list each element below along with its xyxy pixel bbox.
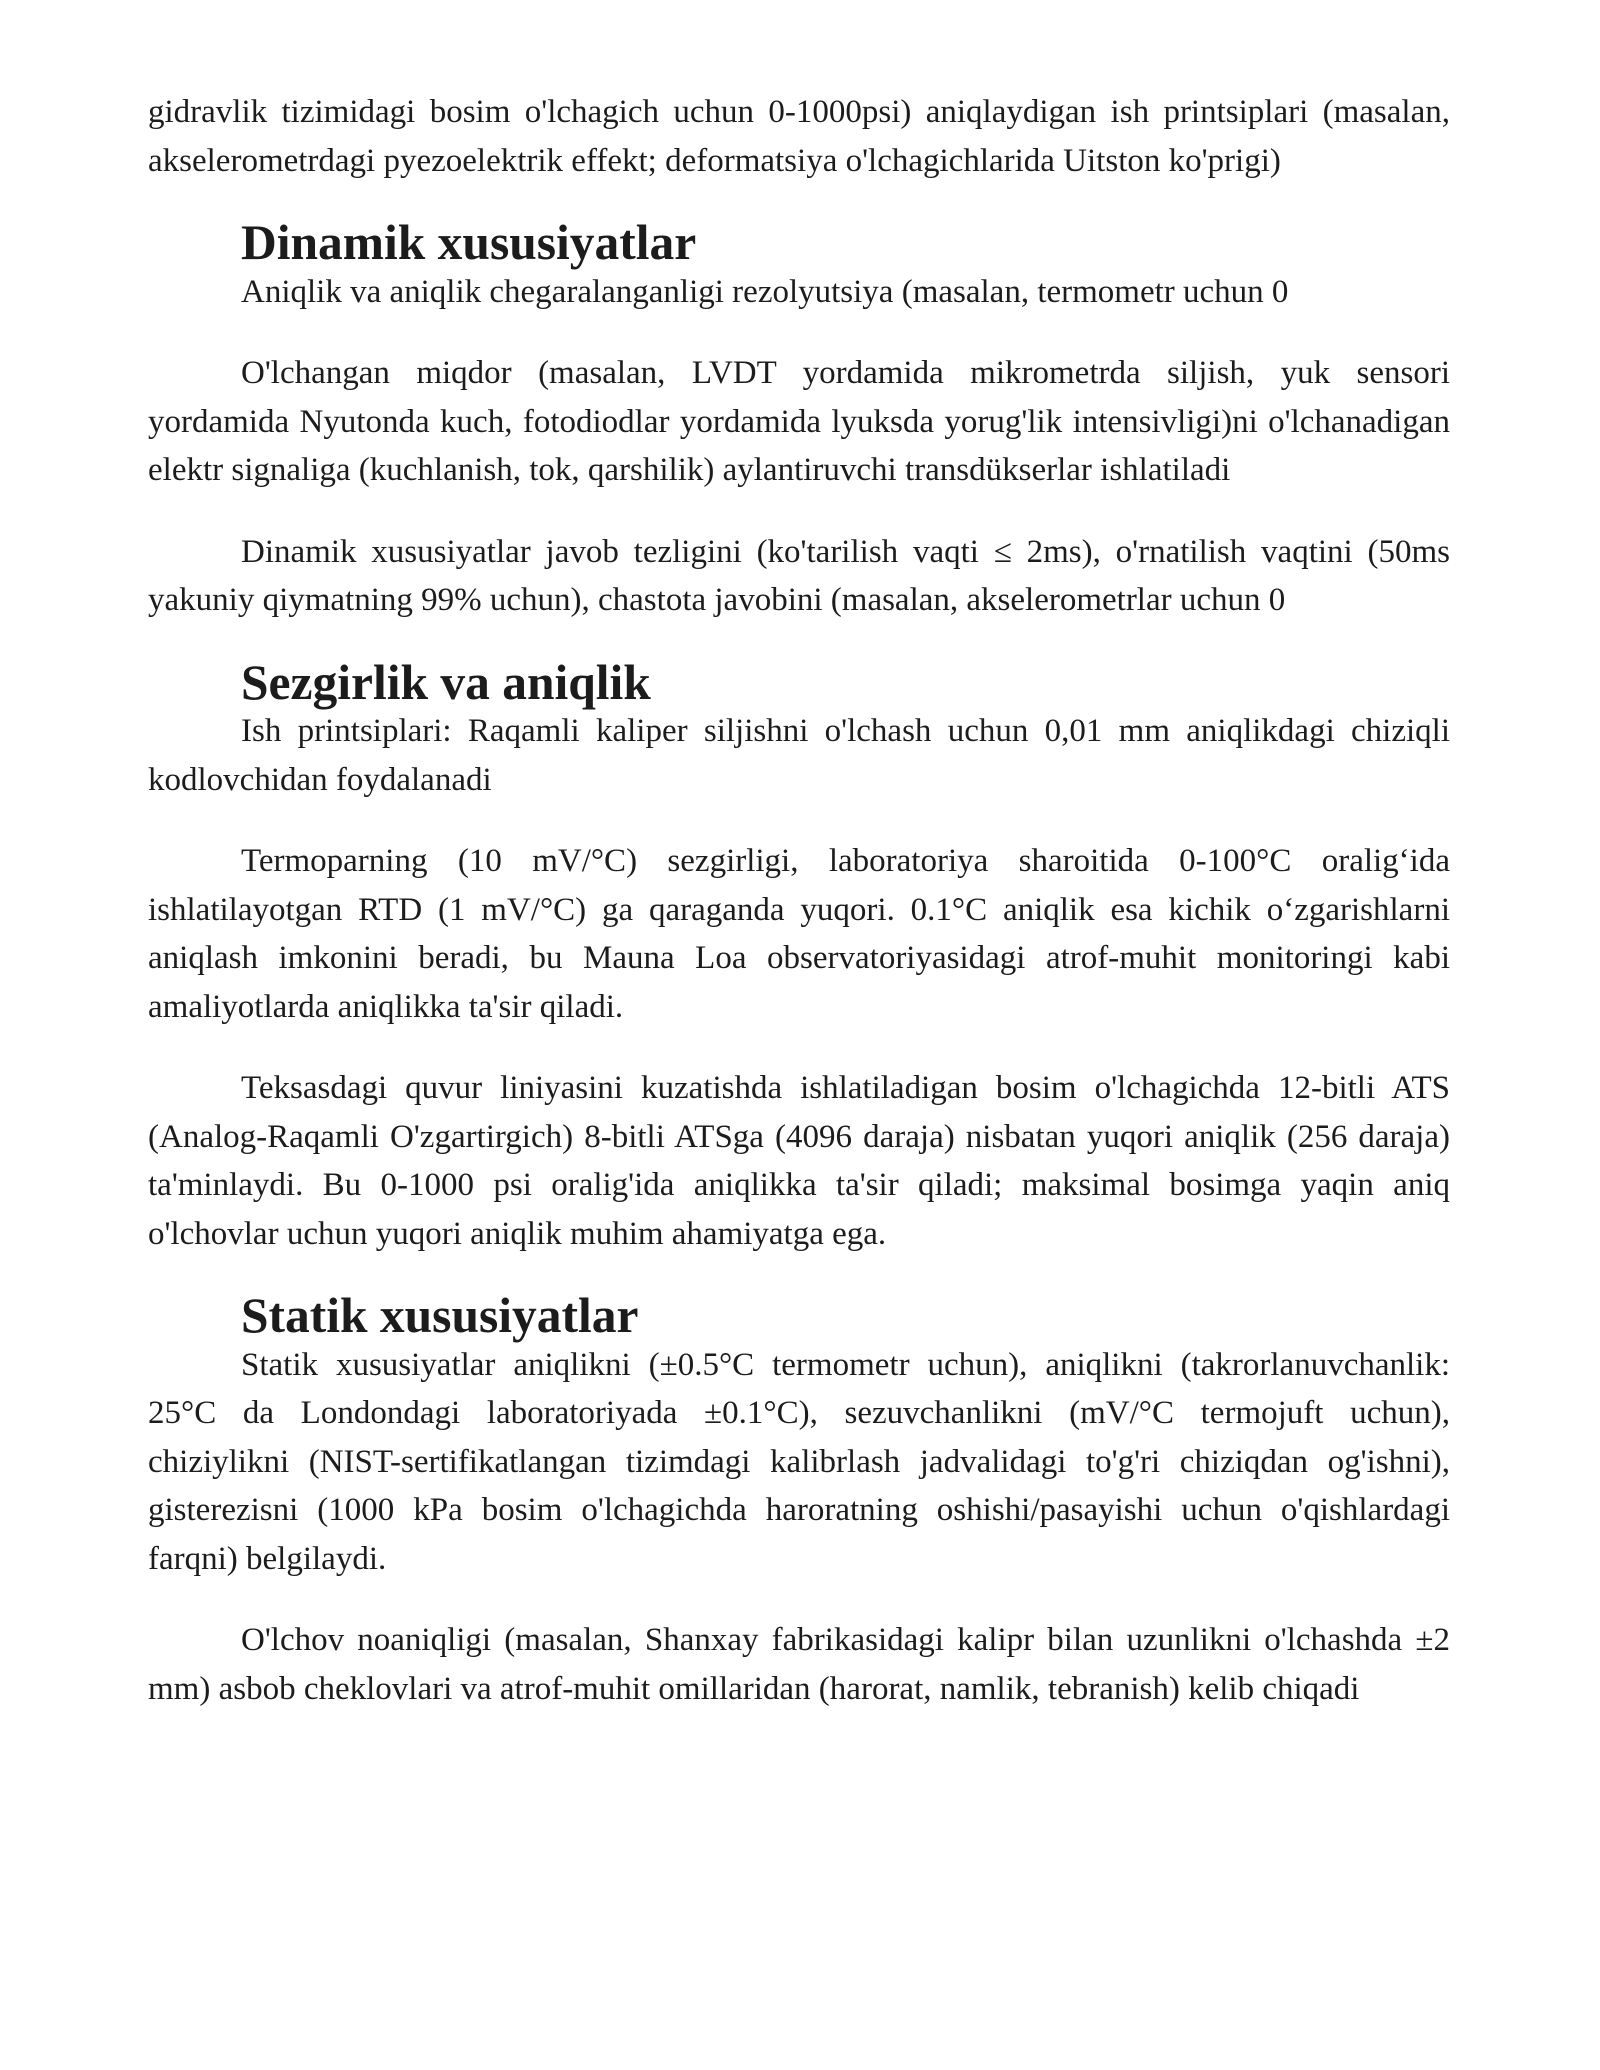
- heading-statik-xususiyatlar: Statik xususiyatlar: [241, 1288, 639, 1343]
- paragraph-dinamik-javob: Dinamik xususiyatlar javob tezligini (ko'tarilish vaqti ≤ 2ms), o'rnatilish vaqtini (50ms yakuniy qiymatning 99% uchun), chastota javobini (masalan, akselerometrlar uchun 0: [148, 533, 1450, 618]
- paragraph-raqamli-kaliper: Ish printsiplari: Raqamli kaliper siljishni o'lchash uchun 0,01 mm aniqlikdagi chiziqli kodlovchidan foydalanadi: [148, 713, 1450, 798]
- paragraph-termopara-sezgirligi: Termoparning (10 mV/°C) sezgirligi, laboratoriya sharoitida 0-100°C oralig‘ida ishlatilayotgan RTD (1 mV/°C) ga qaraganda yuqori. 0.1°C aniqlik esa kichik o‘zgarishlarni aniqlash imkonini beradi, bu Mauna Loa observatoriyasidagi atrof-muhit monitoringi kabi amaliyotlarda aniqlikka ta'sir qiladi.: [148, 843, 1450, 1025]
- heading-dinamik-xususiyatlar: Dinamik xususiyatlar: [241, 215, 697, 270]
- paragraph-olchov-noaniqligi: O'lchov noaniqligi (masalan, Shanxay fabrikasidagi kalipr bilan uzunlikni o'lchashda ±2 mm) asbob cheklovlari va atrof-muhit omillaridan (harorat, namlik, tebranish) kelib chiqadi: [148, 1622, 1450, 1707]
- paragraph-intro: gidravlik tizimidagi bosim o'lchagich uchun 0-1000psi) aniqlaydigan ish printsiplari (masalan, akselerometrdagi pyezoelektrik effekt; deformatsiya o'lchagichlarida Uitston ko'prigi): [148, 94, 1450, 179]
- document-body: [148, 88, 1450, 1713]
- heading-sezgirlik-va-aniqlik: Sezgirlik va aniqlik: [241, 654, 651, 710]
- paragraph-ats-aniqligi: Teksasdagi quvur liniyasini kuzatishda ishlatiladigan bosim o'lchagichda 12-bitli ATS (Analog-Raqamli O'zgartirgich) 8-bitli ATSga (4096 daraja) nisbatan yuqori aniqlik (256 daraja) ta'minlaydi. Bu 0-1000 psi oralig'ida aniqlikka ta'sir qiladi; maksimal bosimga yaqin aniq o'lchovlar uchun yuqori aniqlik muhim ahamiyatga ega.: [148, 1070, 1450, 1252]
- paragraph-statik-xususiyatlar: Statik xususiyatlar aniqlikni (±0.5°C termometr uchun), aniqlikni (takrorlanuvchanlik: 25°C da Londondagi laboratoriyada ±0.1°C), sezuvchanlikni (mV/°C termojuft uchun), chiziylikni (NIST-sertifikatlangan tizimdagi kalibrlash jadvalidagi to'g'ri chiziqdan og'ishni), gisterezisni (1000 kPa bosim o'lchagichda haroratning oshishi/pasayishi uchun o'qishlardagi farqni) belgilaydi.: [148, 1346, 1450, 1577]
- paragraph-transduserlar: O'lchangan miqdor (masalan, LVDT yordamida mikrometrda siljish, yuk sensori yordamida Nyutonda kuch, fotodiodlar yordamida lyuksda yorug'lik intensivligi)ni o'lchanadigan elektr signaliga (kuchlanish, tok, qarshilik) aylantiruvchi transdükserlar ishlatiladi: [148, 355, 1450, 488]
- paragraph-aniqlik-chegaralanganligi: Aniqlik va aniqlik chegaralanganligi rezolyutsiya (masalan, termometr uchun 0: [241, 273, 1289, 310]
